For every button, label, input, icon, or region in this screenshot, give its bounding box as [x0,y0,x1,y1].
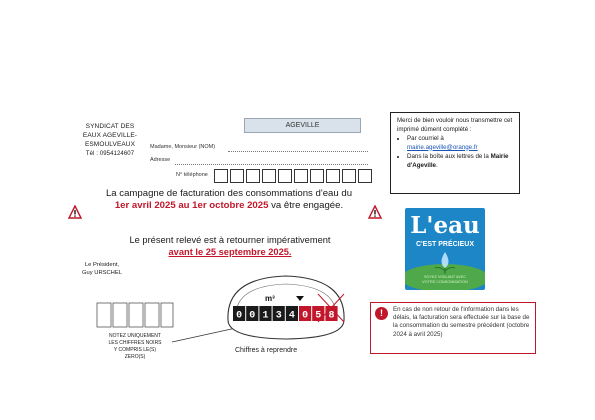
president-signature [72,261,132,277]
reading-digit-box [145,303,159,327]
president-name: Guy URSCHEL [82,270,122,276]
alert-text: En cas de non retour de l'information dans les délais, la facturation sera effectuée sur la base de la consommation du semestre précédent (octobre 2024 à avril 2025) [393,306,530,338]
phone-digit-boxes[interactable] [214,167,374,185]
return-line1: Le présent relevé est à retourner impérativement [129,235,331,245]
phone-digit-box[interactable] [294,169,308,183]
meter-digit: 1 [262,310,269,322]
logo-footer [405,275,485,285]
method-email-label: Par courriel à [407,135,444,142]
alert-icon: ! [375,307,388,320]
reading-digit-box [97,303,111,327]
warning-icon [68,205,82,219]
name-input-line[interactable] [228,151,368,152]
entry-note-line4: ZERO(S) [124,354,146,360]
logo-tagline: C'EST PRÉCIEUX [415,241,475,248]
phone-digit-box[interactable] [358,169,372,183]
entry-note-line3: Y COMPRIS LE(S) [113,347,157,353]
meter-digit: 4 [288,310,295,322]
method-mailbox-suffix: . [435,161,438,169]
submission-info-box [390,112,520,194]
logo-footer-line1: SOYEZ VIGILANT AVEC [423,275,467,279]
entry-instruction [94,333,176,361]
address-input-line[interactable] [175,164,368,165]
mairie-name: Mairie d'Ageville [407,153,509,169]
phone-digit-box[interactable] [326,169,340,183]
meter-digit: 0 [249,310,256,322]
phone-label: N° téléphone [176,172,208,178]
org-name-line3: ESMOULVEAUX [84,141,136,148]
reading-digit-box [113,303,127,327]
address-label: Adresse [150,157,171,163]
method-mailbox [407,153,513,170]
campaign-suffix: va être engagée. [271,200,344,211]
phone-digit-box[interactable] [214,169,228,183]
info-intro: Merci de bien vouloir nous transmettre cet imprimé dûment complété : [397,117,513,133]
meter-digit: 5 [315,310,322,322]
name-label: Madame, Monsieur (NOM) [150,144,216,150]
reading-digit-box [129,303,143,327]
president-title: Le Président, [84,262,120,268]
phone-digit-box[interactable] [230,169,244,183]
phone-digit-box[interactable] [342,169,356,183]
campaign-notice [86,188,372,212]
meter-digit: 8 [328,310,335,322]
meter-digit: 0 [302,310,309,322]
meter-caption: Chiffres à reprendre [235,347,298,354]
entry-note-line2: LES CHIFFRES NOIRS [108,340,162,346]
logo-title: L'eau [410,212,480,239]
phone-digit-box[interactable] [262,169,276,183]
return-notice [100,234,360,258]
meter-digit: 0 [236,310,243,322]
water-meter-illustration [222,272,350,342]
logo-footer-line2: VOTRE CONSOMMATION [422,280,468,284]
meter-digit: 3 [275,310,282,322]
eau-precieuse-logo [405,208,485,290]
phone-digit-box[interactable] [310,169,324,183]
method-email [407,135,513,152]
town-field[interactable]: AGEVILLE [244,118,361,133]
late-return-alert [370,302,536,354]
org-name-line1: SYNDICAT DES [85,123,135,130]
organisation-block [70,122,150,159]
campaign-line1: La campagne de facturation des consommations d'eau du [105,188,353,199]
contact-email-link[interactable]: mairie.ageville@orange.fr [407,143,478,151]
phone-digit-box[interactable] [246,169,260,183]
campaign-line2 [86,200,372,212]
meter-reading-entry-boxes[interactable] [96,300,174,330]
campaign-period: 1er avril 2025 au 1er octobre 2025 [114,200,269,211]
org-tel: Tél : 0954124607 [85,151,135,157]
return-deadline: avant le 25 septembre 2025. [168,247,292,257]
entry-note-line1: NOTEZ UNIQUEMENT [109,333,161,339]
submission-methods-list [397,135,513,170]
org-name-line2: EAUX AGEVILLE- [82,132,138,139]
phone-digit-box[interactable] [278,169,292,183]
method-mailbox-label: Dans la boîte aux lettres de la [407,153,489,160]
meter-unit: m³ [265,294,275,303]
